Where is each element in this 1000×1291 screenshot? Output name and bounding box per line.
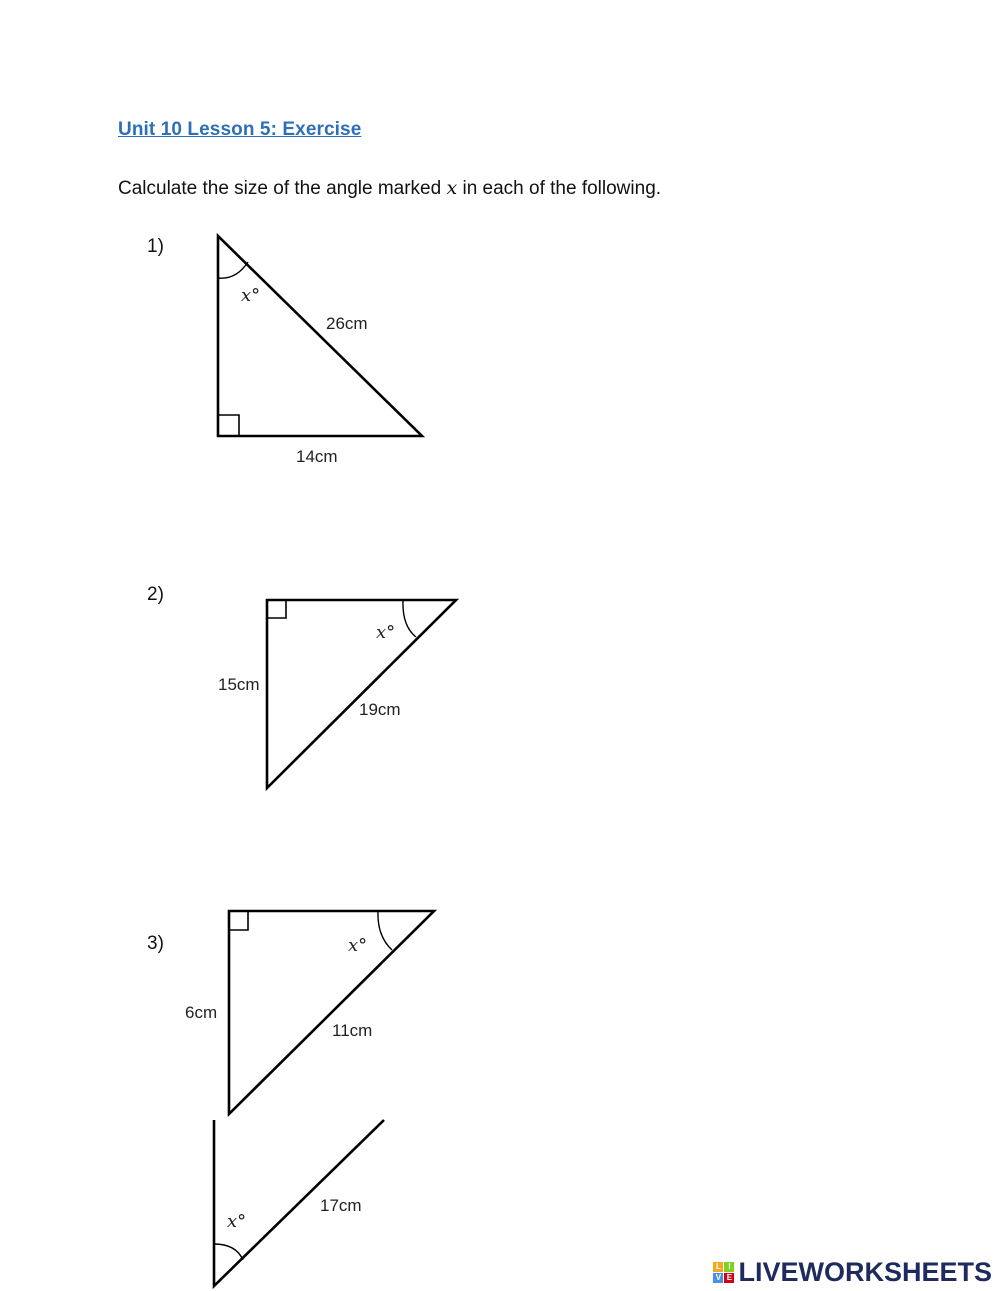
page-title: Unit 10 Lesson 5: Exercise: [118, 119, 362, 140]
logo-tile-1: L: [713, 1262, 723, 1272]
side-label-1: 14cm: [296, 447, 338, 466]
angle-arc-4: [214, 1244, 243, 1260]
triangle-2: [267, 600, 456, 788]
triangle-1: [218, 236, 422, 436]
logo-tiles-icon: [713, 1262, 734, 1283]
angle-arc-3: [378, 911, 392, 950]
hyp-label-2: 19cm: [359, 700, 401, 719]
instruction-variable: x: [446, 177, 458, 199]
hyp-label-4: 17cm: [320, 1196, 362, 1215]
side-label-3: 6cm: [185, 1003, 218, 1022]
right-angle-marker-2: [267, 600, 286, 618]
hyp-label-1: 26cm: [326, 314, 368, 333]
angle-label-4: x°: [227, 1211, 247, 1232]
right-angle-marker-3: [229, 911, 248, 930]
angle-label-3: x°: [348, 935, 368, 956]
logo-text: LIVEWORKSHEETS: [738, 1256, 992, 1287]
instruction-after: in each of the following.: [457, 178, 662, 199]
logo-tile-3: V: [713, 1273, 723, 1283]
triangle-3: [229, 911, 434, 1114]
logo-tile-4: E: [724, 1273, 734, 1283]
liveworksheets-logo: [713, 1257, 992, 1287]
logo-tile-2: I: [724, 1262, 734, 1272]
question-2-number: 2): [147, 584, 164, 605]
question-3-number: 3): [147, 933, 164, 954]
angle-label-1: x°: [241, 285, 261, 306]
question-1-number: 1): [147, 236, 164, 257]
instruction-before: Calculate the size of the angle marked: [118, 178, 447, 199]
angle-arc-2: [403, 600, 416, 637]
angle-arc-1: [218, 262, 248, 278]
angle-label-2: x°: [376, 622, 396, 643]
right-angle-marker-1: [218, 415, 239, 436]
hyp-label-3: 11cm: [332, 1021, 373, 1040]
side-label-2: 15cm: [218, 675, 260, 694]
